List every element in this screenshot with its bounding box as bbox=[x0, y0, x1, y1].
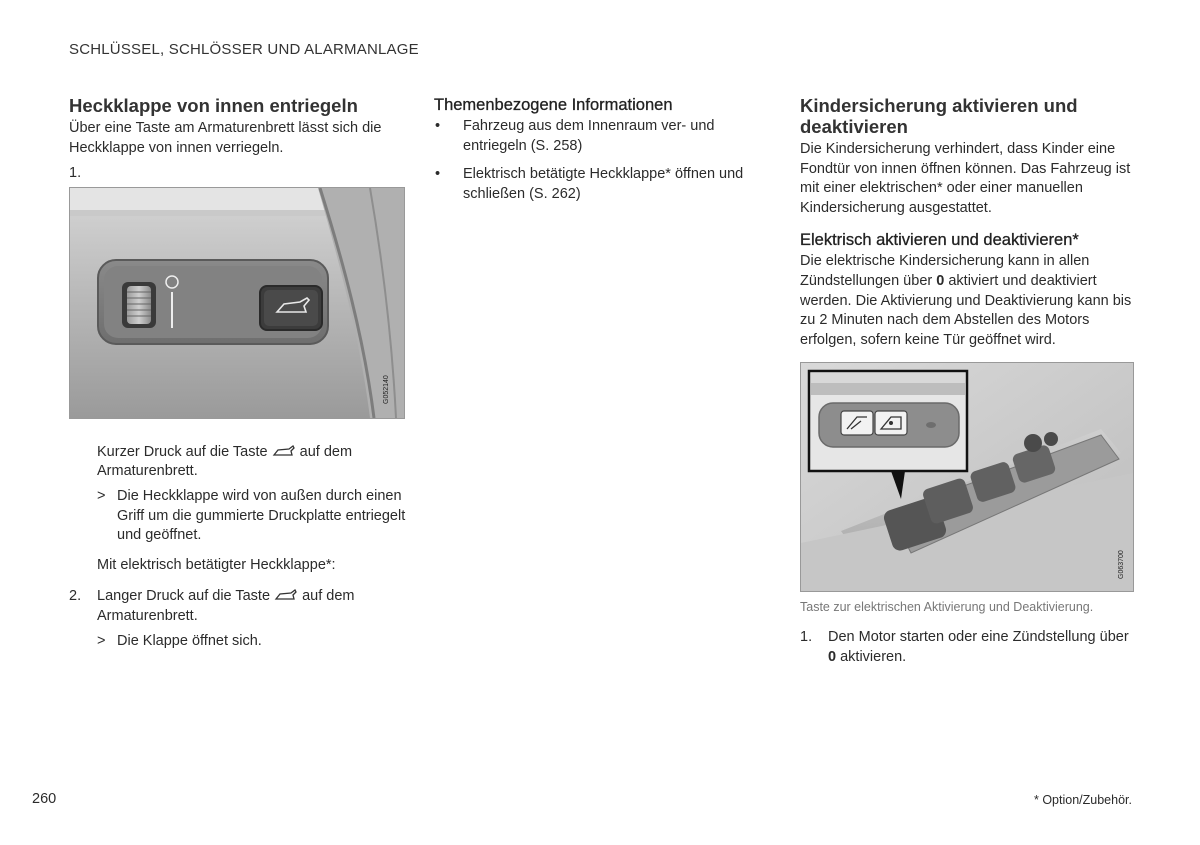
step-1-label: 1. bbox=[69, 165, 82, 182]
door-panel-illustration bbox=[801, 363, 1133, 591]
column-child-lock bbox=[800, 95, 1140, 667]
list-item[interactable] bbox=[434, 117, 769, 156]
electric-body bbox=[800, 252, 1140, 350]
figure-code-1: G052140 bbox=[383, 374, 390, 404]
column-tailgate bbox=[69, 95, 409, 651]
bullet: • bbox=[435, 166, 441, 183]
result-2-symbol: > bbox=[97, 632, 106, 649]
short-press-b: auf dem Armaturenbrett. bbox=[97, 443, 353, 480]
column-related-info bbox=[434, 95, 769, 213]
result-2 bbox=[97, 632, 409, 652]
section-title-tailgate: Heckklappe von innen entriegeln bbox=[69, 95, 358, 116]
step-a: Den Motor starten oder eine Zündstellung über bbox=[828, 628, 1129, 645]
body-b: aktiviert und deaktiviert werden. Die Aktivierung und Deaktivierung kann bis zu 2 Minuten nach dem Abstellen des Motors erfolgen, sofern keine Tür geöffnet wird. bbox=[800, 272, 1132, 348]
trunk-icon bbox=[272, 444, 296, 458]
short-press-a: Kurzer Druck auf die Taste bbox=[97, 443, 268, 460]
step-b: aktivieren. bbox=[836, 648, 907, 665]
child-lock-step-1 bbox=[800, 628, 1140, 667]
page-number: 260 bbox=[32, 791, 57, 807]
figure-caption: Taste zur elektrischen Aktivierung und Deaktivierung. bbox=[800, 600, 1094, 615]
dashboard-illustration bbox=[70, 188, 404, 418]
long-press-b: auf dem Armaturenbrett. bbox=[97, 588, 355, 624]
related-info-title: Themenbezogene Informationen bbox=[434, 96, 673, 114]
child-lock-step-number: 1. bbox=[800, 628, 813, 645]
electric-subtitle: Elektrisch aktivieren und deaktivieren* bbox=[800, 231, 1079, 250]
related-link-1[interactable]: Fahrzeug aus dem Innenraum ver- und entriegeln (S. 258) bbox=[463, 118, 715, 154]
child-lock-button-illustration bbox=[800, 362, 1134, 592]
step-2-number: 2. bbox=[69, 588, 82, 605]
body-bold: 0 bbox=[936, 272, 945, 289]
long-press-a: Langer Druck auf die Taste bbox=[97, 588, 271, 605]
step-2-text bbox=[97, 587, 409, 626]
bullet: • bbox=[435, 118, 441, 134]
child-lock-step-text bbox=[828, 628, 1140, 667]
intro-paragraph: Über eine Taste am Armaturenbrett lässt sich die Heckklappe von innen verriegeln. bbox=[69, 120, 382, 156]
child-lock-intro: Die Kindersicherung verhindert, dass Kinder eine Fondtür von innen öffnen können. Das Fahrzeug ist mit einer elektrischen* oder einer manuellen Kindersicherung ausgestattet. bbox=[800, 141, 1131, 216]
result-2-text: Die Klappe öffnet sich. bbox=[117, 632, 262, 649]
related-link-2[interactable]: Elektrisch betätigte Heckklappe* öffnen und schließen (S. 262) bbox=[463, 166, 744, 202]
step-bold: 0 bbox=[828, 648, 837, 665]
body-a: Die elektrische Kindersicherung kann in allen Zündstellungen über bbox=[800, 253, 1090, 289]
chapter-header: SCHLÜSSEL, SCHLÖSSER UND ALARMANLAGE bbox=[69, 41, 419, 58]
related-links-list bbox=[434, 117, 769, 204]
result-1 bbox=[97, 487, 409, 546]
result-1-text: Die Heckklappe wird von außen durch einen Griff um die gummierte Druckplatte entriegelt und geöffnet. bbox=[117, 487, 406, 544]
short-press-text bbox=[97, 443, 409, 482]
figure-code-2: G063700 bbox=[1118, 550, 1125, 580]
tailgate-button-illustration bbox=[69, 187, 405, 419]
list-item[interactable] bbox=[434, 165, 769, 204]
section-title-child-lock: Kindersicherung aktivieren und deaktivieren bbox=[800, 95, 1078, 137]
footnote: * Option/Zubehör. bbox=[1034, 793, 1132, 807]
electric-note: Mit elektrisch betätigter Heckklappe*: bbox=[97, 556, 336, 573]
result-1-symbol: > bbox=[97, 487, 106, 504]
trunk-icon bbox=[274, 588, 298, 602]
step-2 bbox=[69, 587, 409, 626]
